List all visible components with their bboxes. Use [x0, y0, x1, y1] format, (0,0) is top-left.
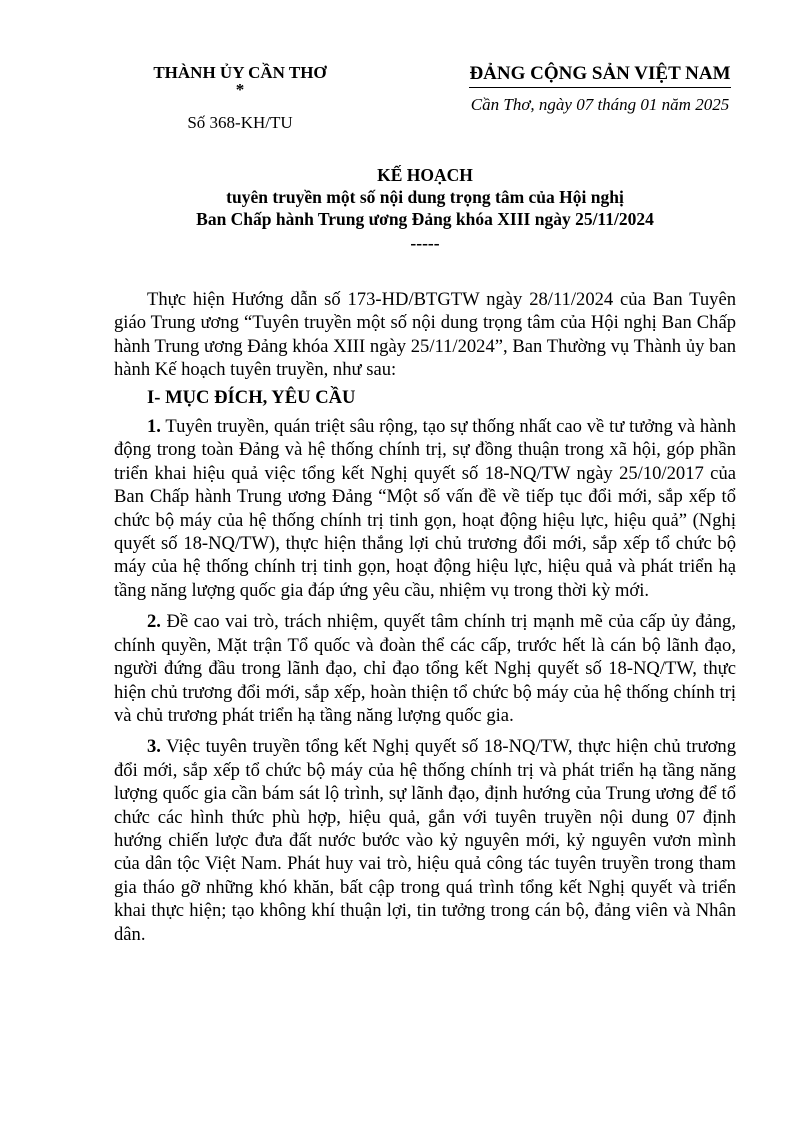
issuer-block [130, 62, 350, 134]
item-number: 3. [147, 736, 161, 758]
section-heading: I- MỤC ĐÍCH, YÊU CẦU [147, 386, 356, 408]
list-item [114, 415, 736, 602]
document-number: Số 368-KH/TU [187, 113, 293, 132]
item-text: Đề cao vai trò, trách nhiệm, quyết tâm chính trị mạnh mẽ của cấp ủy đảng, chính quyền, Mặt trận Tổ quốc và đoàn thể các cấp, trước hết là cán bộ lãnh đạo, người đứng đầu trong lãnh đạo, chỉ đạo tổng kết Nghị quyết số 18-NQ/TW, thực hiện chủ trương đổi mới, sắp xếp, hoàn thiện tổ chức bộ máy của hệ thống chính trị và chủ trương phát triển hạ tầng năng lượng quốc gia. [114, 611, 736, 726]
document-body [114, 288, 736, 954]
intro-paragraph: Thực hiện Hướng dẫn số 173-HD/BTGTW ngày 28/11/2024 của Ban Tuyên giáo Trung ương “Tuyên truyền một số nội dung trọng tâm của Hội nghị Ban Chấp hành Trung ương Đảng khóa XIII ngày 25/11/2024”, Ban Thường vụ Thành ủy ban hành Kế hoạch tuyên truyền, như sau: [114, 289, 736, 381]
title-separator: ----- [410, 233, 440, 253]
title-line-2: Ban Chấp hành Trung ương Đảng khóa XIII ngày 25/11/2024 [196, 209, 654, 229]
item-text: Việc tuyên truyền tổng kết Nghị quyết số 18-NQ/TW, thực hiện chủ trương đổi mới, sắp xếp tổ chức bộ máy của hệ thống chính trị và phát triển hạ tầng năng lượng quốc gia cần bám sát lộ trình, sự lãnh đạo, định hướng của Trung ương để tổ chức các hình thức phù hợp, hiệu quả, gắn với tuyên truyền nội dung 07 định hướng chiến lược đưa đất nước bước vào kỷ nguyên mới, kỷ nguyên vươn mình của dân tộc Việt Nam. Phát huy vai trò, hiệu quả công tác tuyên truyền trong tham gia tháo gỡ những khó khăn, bất cập trong quá trình tổng kết Nghị quyết và triển khai thực hiện; tạo không khí thuận lợi, tin tưởng trong cán bộ, đảng viên và Nhân dân. [114, 736, 737, 945]
document-type: KẾ HOẠCH [377, 165, 473, 185]
list-item [114, 610, 736, 727]
list-item [114, 735, 736, 946]
national-header-block [445, 62, 755, 116]
star-mark: * [235, 80, 245, 99]
item-number: 2. [147, 611, 161, 633]
document-title-block [100, 164, 750, 254]
place-date: Cần Thơ, ngày 07 tháng 01 năm 2025 [470, 95, 730, 114]
issuer-name: THÀNH ỦY CẦN THƠ [153, 63, 327, 82]
party-name: ĐẢNG CỘNG SẢN VIỆT NAM [469, 62, 730, 88]
title-line-1: tuyên truyền một số nội dung trọng tâm của Hội nghị [226, 187, 624, 207]
item-text: Tuyên truyền, quán triệt sâu rộng, tạo sự thống nhất cao về tư tưởng và hành động trong toàn Đảng và hệ thống chính trị, sự đồng thuận trong xã hội, góp phần triển khai hiệu quả việc tổng kết Nghị quyết số 18-NQ/TW ngày 25/10/2017 của Ban Chấp hành Trung ương Đảng “Một số vấn đề về tiếp tục đổi mới, sắp xếp tổ chức bộ máy của hệ thống chính trị tinh gọn, hoạt động hiệu lực, hiệu quả” (Nghị quyết số 18-NQ/TW), thực hiện thắng lợi chủ trương đổi mới, sắp xếp tổ chức bộ máy của hệ thống chính trị tinh gọn, hoạt động hiệu lực, hiệu quả và phát triển hạ tầng năng lượng quốc gia đáp ứng yêu cầu, nhiệm vụ trong thời kỳ mới. [114, 416, 737, 601]
item-number: 1. [147, 416, 161, 438]
